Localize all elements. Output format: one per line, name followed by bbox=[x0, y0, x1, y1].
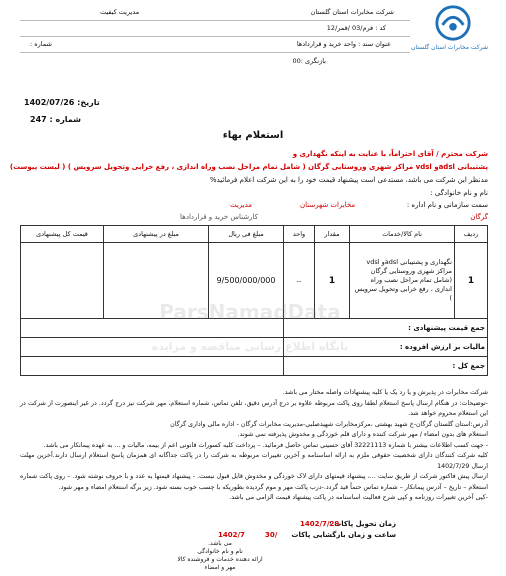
row-item: نگهداری و پشتیبانی adslو vdsl مراکز شهری وروستایی گرگان (شامل تمام مراحل نصب وراه اندازی ، رفع خرابی وتحویل سرویس ) bbox=[350, 243, 455, 319]
opening-date: 1402/7 bbox=[218, 531, 245, 539]
request-text: مدنظر این شرکت می باشد، مستدعی است پیشنهاد قیمت خود را به این شرکت اعلام فرمائید% bbox=[209, 176, 488, 184]
org-name: مخابرات شهرستان bbox=[300, 201, 356, 209]
logo-text: شرکت مخابرات استان گلستان bbox=[411, 44, 488, 51]
note-line: آدرس:استان گلستان گرگان-خ شهید بهشتی ،مرکزمخابرات شهیدصلبی-مدیریت مخابرات گرگان - اداره مالی واداری گرگان bbox=[170, 420, 488, 428]
org-label: سمت سازمانی و نام اداره : bbox=[406, 201, 488, 209]
delivery-label: زمان تحویل پاکات : bbox=[328, 520, 396, 528]
col-price: مبلغ فی ریال bbox=[209, 226, 284, 243]
note-line: ارسال پیش فاکتور شرکت از طریق سایت ...، پیشنهاد قیمتهای دارای لاک خوردگی و مخدوش قابل قبول نیست. - پیشنهاد قیمتها به عدد و با حروف نوشته شود. – روی پاکت شماره استعلام – تاریخ – آدرس پیمانکار – شماره تماس حتماً قید گردد.-درب پاکت مهر و موم گردیده بطوریکه با چسب خوب بسته شود. زیر برگه استعلام امضاء و مهر شود. bbox=[20, 473, 488, 491]
company-logo bbox=[411, 4, 488, 58]
salutation bbox=[293, 150, 488, 158]
row-index: 1 bbox=[455, 243, 488, 319]
opening-label: ساعت و زمان بازگشایی پاکات bbox=[291, 531, 396, 539]
delivery-date: 1402/7/29 bbox=[300, 520, 340, 528]
col-offer: مبلغ در پیشنهادی bbox=[104, 226, 209, 243]
form-title: عنوان سند : واحد خرید و قراردادها bbox=[296, 40, 391, 48]
col-total: قیمت کل پیشنهادی bbox=[21, 226, 104, 243]
note-line: استعلام های بدون امضاء / مهر شرکت کننده و دارای قلم خوردگی و مخدوش پذیرفته نمی شوند. bbox=[237, 431, 488, 438]
signer-line: مهر و امضاء bbox=[204, 564, 236, 571]
letter-date: تاریخ: 1402/07/26 bbox=[24, 98, 100, 107]
notes-block bbox=[20, 388, 488, 504]
col-index: ردیف bbox=[455, 226, 488, 243]
logo-emblem-icon bbox=[434, 4, 472, 42]
watermark bbox=[130, 300, 370, 390]
note-line: - جهت کسب اطلاعات بیشتر با شماره 32221113 آقای حسینی تماس حاصل فرمائید. – پرداخت کلیه کسورات قانونی اعم از بیمه، مالیات و ... به عهده پیمانکار می باشد. bbox=[43, 441, 488, 449]
grand-label: جمع کل : bbox=[284, 357, 488, 376]
row-price: 9/500/000/000 bbox=[209, 243, 284, 319]
vat-label: مالیات بر ارزش افزوده : bbox=[284, 338, 488, 357]
sum-label: جمع قیمت پیشنهادی : bbox=[284, 319, 488, 338]
table-header-row bbox=[21, 226, 488, 243]
letter-number: شماره : 247 bbox=[30, 115, 82, 124]
note-line: کلیه شرکت کنندگان دارای شخصیت حقوقی ملزم به ارائه اساسنامه و آخرین تغییرات مربوطه به شرکت را در پاکت جداگانه ای همزمان پاسخ استعلام ارسال دارند.آخرین مهلت ارسال 1402/7/29 bbox=[20, 452, 488, 470]
subject: پشتیبانی adslو vdsl مراکز شهری وروستایی گرگان ( شامل تمام مراحل نصب وراه اندازی ، رفع خرابی وتحویل سرویس ) ( لیست پیوست) bbox=[9, 163, 488, 171]
signer-line: نام و نام خانوادگی bbox=[197, 548, 243, 555]
watermark-line1: ParsNamadData bbox=[159, 300, 341, 324]
row-qty: 1 bbox=[315, 243, 350, 319]
page-title: استعلام بهاء bbox=[222, 130, 284, 141]
row-unit: -- bbox=[284, 243, 315, 319]
revision: بازنگری :00 bbox=[292, 57, 326, 65]
col-item: نام کالا/خدمات bbox=[350, 226, 455, 243]
signer-block bbox=[160, 540, 280, 572]
col-unit: واحد bbox=[284, 226, 315, 243]
city: گرگان bbox=[470, 213, 488, 221]
watermark-line2: پایگاه اطلاع رسانی مناقصه و مزایده bbox=[151, 340, 349, 353]
quality-unit: مدیریت کیفیت bbox=[100, 8, 140, 16]
row-total bbox=[21, 243, 104, 319]
salutation-text: شرکت محترم / آقای احتراماً، با عنایت به اینکه نگهداری و bbox=[292, 150, 488, 158]
signer-line: ارائه دهنده خدمات و فروشنده کالا bbox=[177, 556, 263, 563]
note-line: -توضیحات: در هنگام ارسال پاسخ استعلام لطفا روی پاکت مربوطه علاوه بر درج آدرس دقیق، تلفن تماس، شماره استعلام، مهر شرکت نیز درج گردد. در غیر اینصورت از شرکت در این استعلام محروم خواهد شد. bbox=[20, 399, 488, 417]
number-label: شماره : bbox=[30, 40, 52, 48]
staff-title: کارشناس خرید و قراردادها bbox=[180, 213, 258, 221]
opening-time: 30/ bbox=[265, 531, 278, 539]
name-field: نام و نام خانوادگی : bbox=[430, 189, 488, 197]
org-role: مدیریت bbox=[230, 201, 253, 209]
note-line: شرکت مخابرات در پذیرش و یا رد یک یا کلیه پیشنهادات واصله مختار می باشد. bbox=[282, 389, 488, 396]
company-name: شرکت مخابرات استان گلستان bbox=[310, 8, 394, 16]
note-line: -کپی آخرین تغییرات روزنامه و کپی شرح فعالیت اساسنامه در پاکت پیشنهاد قیمت الزامی می باشد. bbox=[229, 494, 488, 501]
form-code: کد : فرم/03 /قمر/12 bbox=[326, 24, 386, 32]
signer-line: می باشد. bbox=[208, 540, 232, 547]
col-qty: مقدار bbox=[315, 226, 350, 243]
